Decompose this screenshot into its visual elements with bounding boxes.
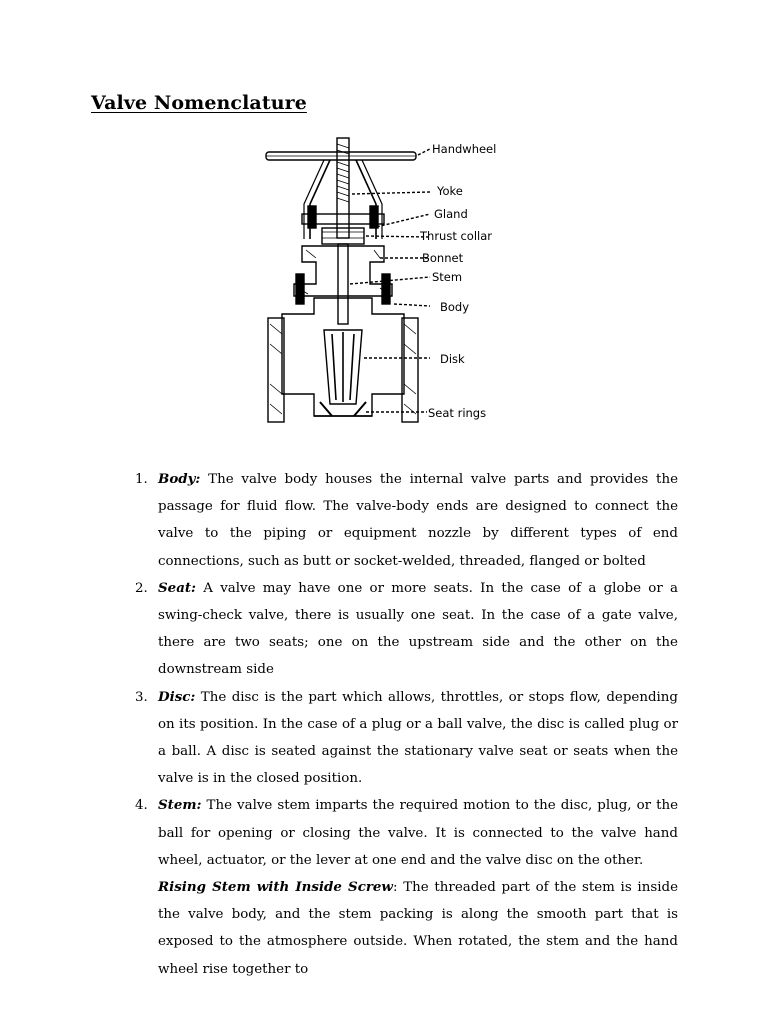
definition-stem: The valve stem imparts the required motion to the disc, plug, or the ball for opening or closing the valve. It is connected to the valve hand wheel, actuator, or the lever at one end and the valve disc on the other. [158, 798, 678, 868]
label-yoke: Yoke [437, 184, 463, 198]
term-seat: Seat: [158, 579, 196, 596]
label-gland: Gland [434, 207, 468, 221]
label-disk: Disk [440, 352, 465, 366]
subsection-text: The threaded part of the stem is inside the valve body, and the stem packing is along the smooth part that is exposed to the atmosphere outside. When rotated, the stem and the hand wheel rise together to [158, 880, 678, 977]
term-disc: Disc: [158, 688, 196, 705]
bonnet-shape [294, 246, 392, 296]
valve-diagram [262, 134, 502, 434]
definition-disc: The disc is the part which allows, throttles, or stops flow, depending on its position. In the case of a plug or a ball valve, the disc is called plug or a ball. A disc is seated against the stationary valve seat or seats when the valve is in the closed position. [158, 689, 678, 787]
list-number: 3. [135, 689, 148, 705]
list-item-text [158, 466, 678, 575]
term-stem: Stem: [158, 797, 202, 814]
definition-body: The valve body houses the internal valve parts and provides the passage for fluid flow. The valve-body ends are designed to connect the valve to the piping or equipment nozzle by different types of end connections, such as butt or socket-welded, threaded, flanged or bolted [158, 472, 678, 569]
list-number: 2. [135, 580, 148, 596]
subsection-rising-stem [158, 874, 678, 983]
definition-seat: A valve may have one or more seats. In the case of a globe or a swing-check valve, there is usually one seat. In the case of a gate valve, there are two seats; one on the upstream side and the other on the downstream side [158, 580, 678, 678]
subsection-colon: : [392, 880, 398, 896]
list-item-seat [0, 575, 768, 684]
label-thrust-collar: Thrust collar [420, 229, 493, 243]
label-handwheel: Handwheel [432, 142, 497, 156]
list-item-text [158, 792, 678, 874]
list-item-text [158, 575, 678, 684]
yoke-shape [310, 160, 376, 239]
label-stem: Stem [432, 270, 463, 284]
subsection-term: Rising Stem with Inside Screw [158, 879, 393, 896]
label-seat-rings: Seat rings [428, 406, 487, 420]
list-item-disc [0, 684, 768, 793]
term-body: Body: [158, 471, 201, 487]
list-number: 4. [135, 798, 148, 814]
list-item-body [0, 466, 768, 575]
list-item-stem [0, 792, 768, 874]
nomenclature-list [0, 466, 768, 983]
label-bonnet: Bonnet [422, 251, 464, 265]
list-number: 1. [135, 472, 148, 487]
page-title: Valve Nomenclature [91, 92, 307, 114]
list-item-text [158, 684, 678, 793]
gate-valve-drawing [262, 134, 502, 434]
thrust-collar-shape [322, 228, 364, 244]
label-body: Body [440, 300, 470, 314]
